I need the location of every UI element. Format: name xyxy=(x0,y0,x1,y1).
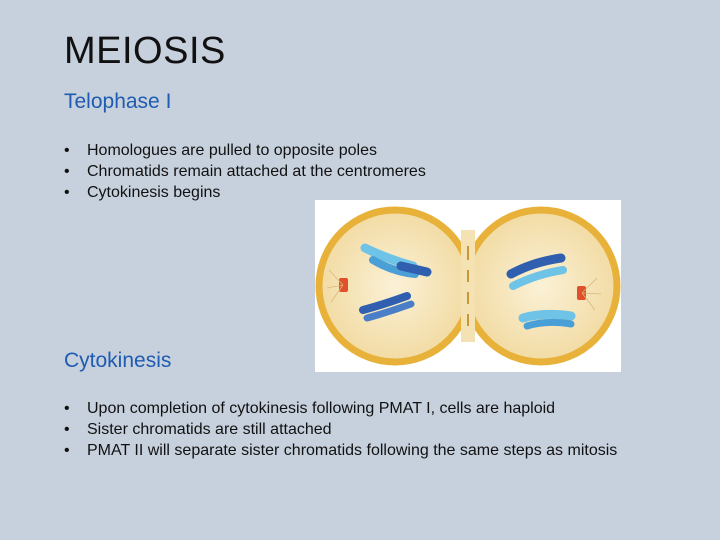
bullet-list-telophase xyxy=(64,140,624,203)
bullet-text: Sister chromatids are still attached xyxy=(87,421,332,438)
left-centrosome xyxy=(339,278,348,292)
list-item xyxy=(64,161,624,182)
section-heading-telophase: Telophase I xyxy=(64,90,172,113)
bullet-glyph: • xyxy=(64,163,70,180)
bullet-glyph: • xyxy=(64,142,70,159)
bullet-glyph: • xyxy=(64,184,70,201)
bullet-list-cytokinesis xyxy=(64,398,639,461)
bullet-glyph: • xyxy=(64,421,70,438)
list-item xyxy=(64,140,624,161)
bullet-text: Chromatids remain attached at the centromeres xyxy=(87,163,426,180)
telophase-cell-image xyxy=(315,200,621,372)
slide-title: MEIOSIS xyxy=(64,30,226,72)
right-cell xyxy=(465,210,617,362)
telophase-cell-division-icon xyxy=(315,200,621,372)
bullet-glyph: • xyxy=(64,442,70,459)
bullet-text: Cytokinesis begins xyxy=(87,184,221,201)
bullet-text: PMAT II will separate sister chromatids following the same steps as mitosis xyxy=(87,442,618,459)
bullet-text: Homologues are pulled to opposite poles xyxy=(87,142,377,159)
list-item xyxy=(64,440,639,461)
bullet-glyph: • xyxy=(64,400,70,417)
section-heading-cytokinesis: Cytokinesis xyxy=(64,349,172,372)
list-item xyxy=(64,419,639,440)
list-item xyxy=(64,398,639,419)
bullet-text: Upon completion of cytokinesis following PMAT I, cells are haploid xyxy=(87,400,556,417)
